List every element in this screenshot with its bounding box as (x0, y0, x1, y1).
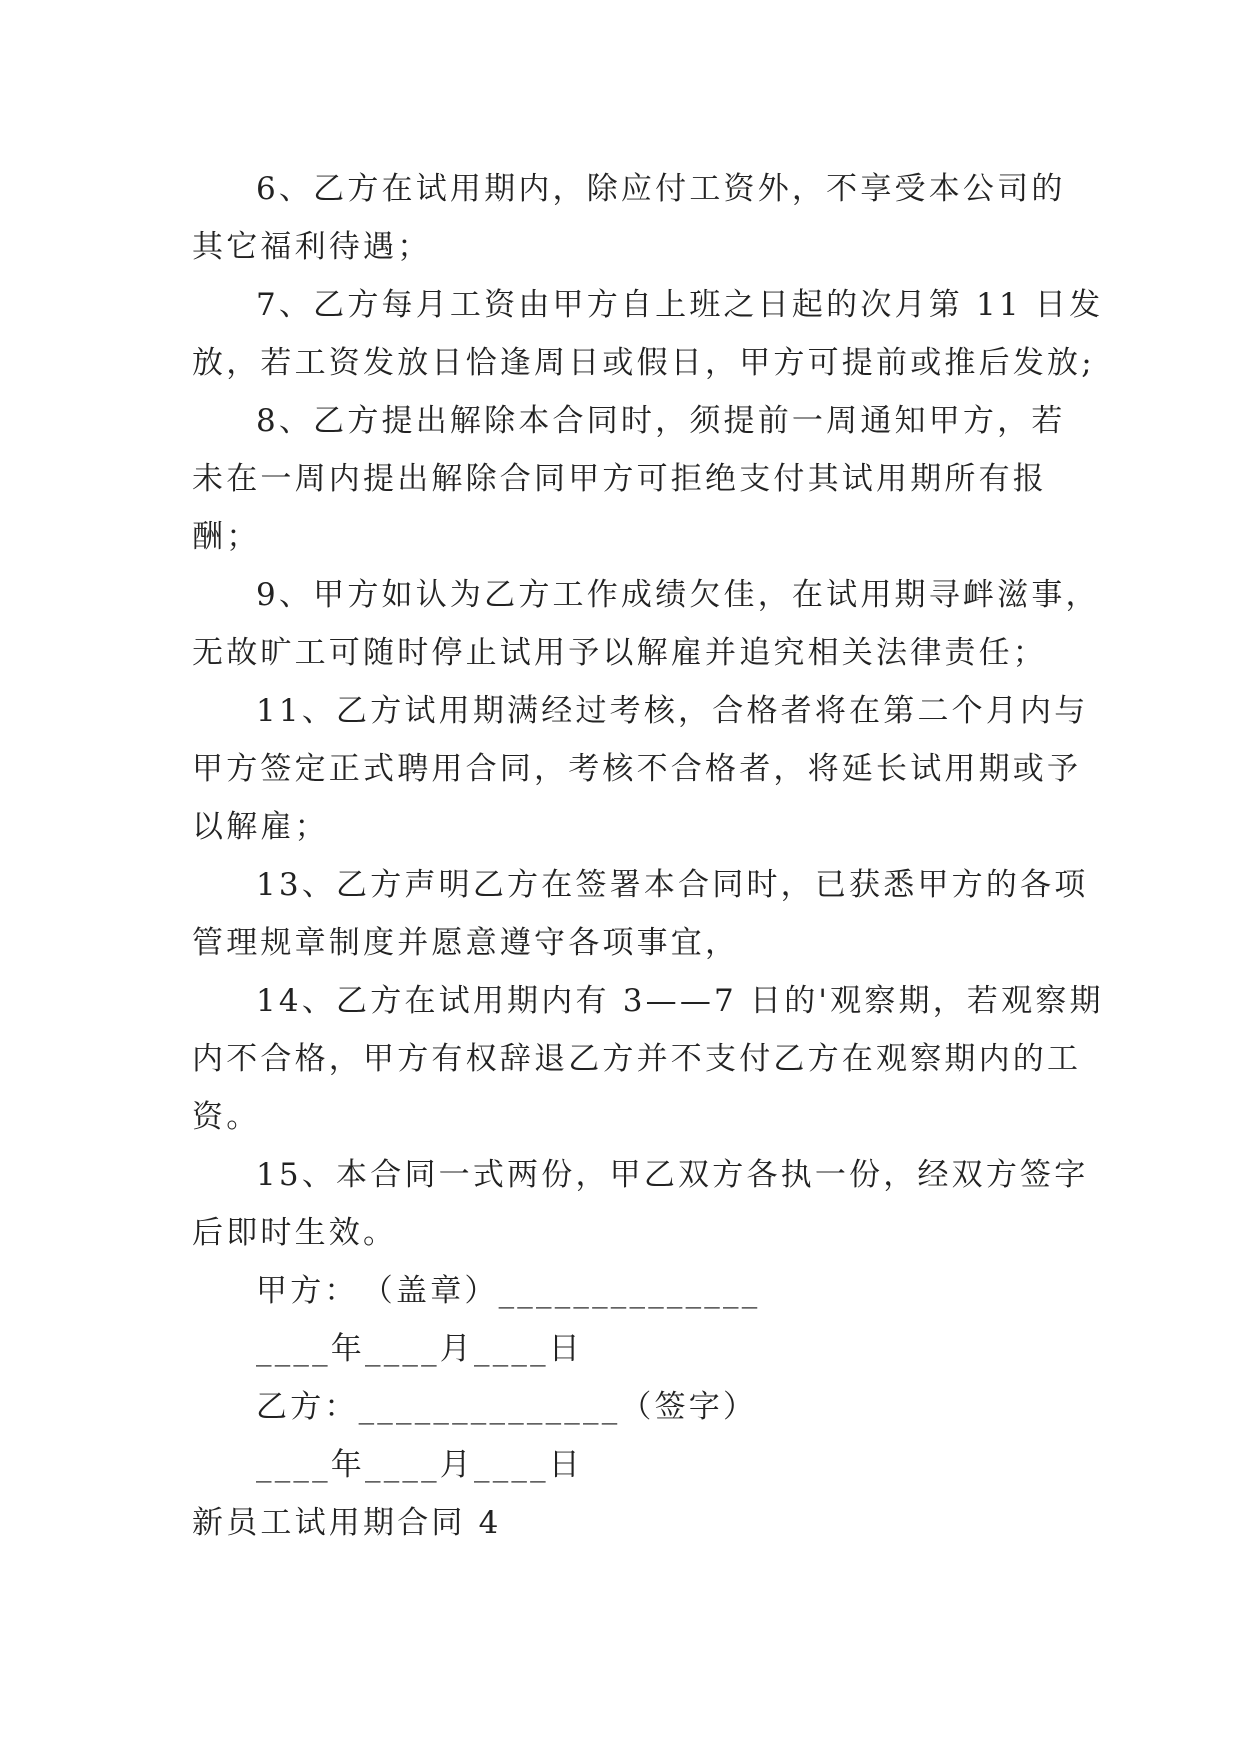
clause-14-line-1: 14、乙方在试用期内有 3——7 日的'观察期，若观察期 (256, 983, 1104, 1019)
clause-11-line-1: 11、乙方试用期满经过考核，合格者将在第二个月内与 (256, 693, 1089, 729)
clause-14-line-3: 资。 (192, 1099, 261, 1135)
party-b-signature-line: 乙方：______________（签字） (256, 1389, 758, 1425)
clause-8-line-2: 未在一周内提出解除合同甲方可拒绝支付其试用期所有报 (192, 461, 1047, 497)
party-a-date-line: ____年____月____日 (256, 1331, 583, 1367)
clause-11-line-3: 以解雇； (192, 809, 329, 845)
document-body (192, 160, 1104, 1552)
clause-15-line-1: 15、本合同一式两份，甲乙双方各执一份，经双方签字 (256, 1157, 1089, 1193)
party-a-signature-line: 甲方： （盖章）______________ (256, 1273, 761, 1309)
clause-9-line-1: 9、甲方如认为乙方工作成绩欠佳，在试用期寻衅滋事， (256, 577, 1100, 613)
clause-9-line-2: 无故旷工可随时停止试用予以解雇并追究相关法律责任； (192, 635, 1047, 671)
clause-11-line-2: 甲方签定正式聘用合同，考核不合格者，将延长试用期或予 (192, 751, 1082, 787)
clause-15-line-2: 后即时生效。 (192, 1215, 398, 1251)
clause-7-line-1: 7、乙方每月工资由甲方自上班之日起的次月第 11 日发 (256, 287, 1104, 323)
clause-14-line-2: 内不合格，甲方有权辞退乙方并不支付乙方在观察期内的工 (192, 1041, 1082, 1077)
next-contract-title: 新员工试用期合同 4 (192, 1505, 502, 1541)
clause-6-line-1: 6、乙方在试用期内，除应付工资外，不享受本公司的 (256, 171, 1066, 207)
clause-13-line-1: 13、乙方声明乙方在签署本合同时，已获悉甲方的各项 (256, 867, 1089, 903)
clause-7-line-2: 放，若工资发放日恰逢周日或假日，甲方可提前或推后发放; (192, 345, 1095, 381)
party-b-date-line: ____年____月____日 (256, 1447, 583, 1483)
clause-13-line-2: 管理规章制度并愿意遵守各项事宜， (192, 925, 740, 961)
clause-6-line-2: 其它福利待遇； (192, 229, 432, 265)
signature-block (192, 1262, 1052, 1494)
clause-8-line-1: 8、乙方提出解除本合同时，须提前一周通知甲方，若 (256, 403, 1066, 439)
clause-8-line-3: 酬； (192, 519, 261, 555)
